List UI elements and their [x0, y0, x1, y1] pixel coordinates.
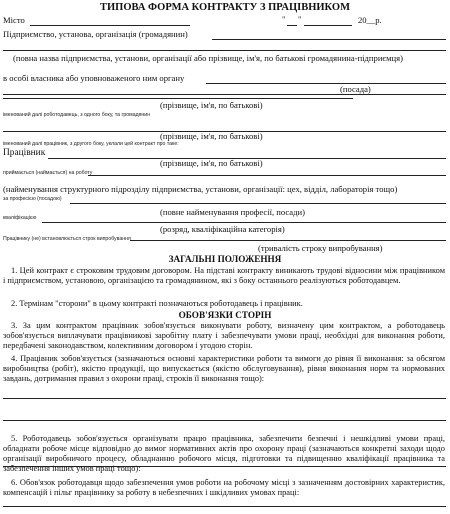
- employee-caption: (прізвище, ім'я, по батькові): [160, 158, 263, 168]
- date-quote-open: ": [282, 14, 286, 24]
- place-field[interactable]: [30, 25, 190, 26]
- profession-field[interactable]: [70, 203, 446, 204]
- clause-5-answer-line[interactable]: [3, 466, 446, 467]
- enterprise-label: Підприємство, установа, організація (громадянин): [3, 29, 188, 39]
- employer-note: іменований далі роботодавець, з одного боку, та громадянин: [3, 112, 151, 118]
- qualification-note: кваліфікацією: [3, 215, 37, 221]
- unit-caption: (найменування структурного підрозділу підприємства, установи, організації: цех, відділ, лабораторія тощо): [3, 184, 398, 194]
- profession-note: за професією (посадою): [3, 196, 62, 202]
- enterprise-caption: (повна назва підприємства, установи, організації або прізвище, ім'я, по батькові громадянина-підприємця): [13, 53, 403, 63]
- position-field[interactable]: [3, 94, 446, 95]
- section-general-title: ЗАГАЛЬНІ ПОЛОЖЕННЯ: [168, 254, 282, 264]
- enterprise-field[interactable]: [212, 39, 446, 40]
- probation-field[interactable]: [130, 240, 446, 241]
- qualification-field[interactable]: [42, 222, 446, 223]
- owner-label: в особі власника або уповноваженого ним органу: [3, 73, 185, 83]
- date-month-field[interactable]: [304, 25, 352, 26]
- employer-name-field[interactable]: [3, 98, 353, 99]
- clause-6: 6. Обов'язок роботодавця щодо забезпечення умов роботи на робочому місці з зазначенням достовірних характеристик, компенсацій і пільг працівнику за роботу в небезпечних і шкідливих умовах праці:: [3, 478, 445, 498]
- clause-6-answer-line[interactable]: [3, 506, 446, 507]
- clause-5: 5. Роботодавець зобов'язується організувати працю працівника, забезпечити безпечні і нешкідливі умови праці, обладнати робоче місце відповідно до вимог нормативних актів про охорону праці (зазначаються конкретні заходи щодо організації виробничого процесу, обладнанню робочого місця, підготовки та підвищенню кваліфікації працівника та забезпечення інших умов праці тощо):: [3, 434, 445, 474]
- date-year: 20__р.: [358, 15, 382, 25]
- hired-note: приймається (наймається) на роботу: [3, 170, 93, 176]
- place-label: Місто: [3, 15, 25, 25]
- position-caption: (посада): [340, 84, 371, 94]
- clause-4-answer-line-2[interactable]: [3, 420, 446, 421]
- clause-4: 4. Працівник зобов'язується (зазначаються основні характеристики роботи та вимоги до рівня її виконання: за обсягом виробництва (робіт), якістю продукції, що випускається (якістю обслуговування), рівня виконання норм та нормованих завдань, дотримання правил з охорони праці, строків її виконання тощо):: [3, 354, 445, 384]
- owner-field[interactable]: [206, 83, 446, 84]
- hired-field[interactable]: [88, 175, 446, 176]
- profession-caption: (повне найменування професії, посади): [160, 207, 305, 217]
- date-day-field[interactable]: [287, 25, 297, 26]
- employee-name-caption: (прізвище, ім'я, по батькові): [160, 131, 263, 141]
- probation-caption: (тривалість строку випробування): [258, 243, 383, 253]
- qualification-caption: (розряд, кваліфікаційна категорія): [160, 224, 285, 234]
- employer-name-caption: (прізвище, ім'я, по батькові): [160, 100, 263, 110]
- section-duties-title: ОБОВ'ЯЗКИ СТОРІН: [178, 310, 272, 320]
- employee-note: іменований далі працівник, з другого боку, уклали цей контракт про таке:: [3, 141, 179, 147]
- date-quote-close: ": [298, 14, 302, 24]
- employee-label: Працівник: [3, 148, 46, 158]
- clause-3: 3. За цим контрактом працівник зобов'язується виконувати роботу, визначену цим контрактом, а роботодавець зобов'язується виплачувати працівникові заробітну плату і забезпечувати умови праці, необхідні для виконання роботи, передбачені законодавством, колективним договором і угодою сторін.: [3, 321, 445, 351]
- enterprise-field-2[interactable]: [3, 50, 446, 51]
- probation-note: Працівнику (не) встановлюється строк випробування: [3, 236, 131, 242]
- clause-2: 2. Термінам "сторони" в цьому контракті позначаються роботодавець і працівник.: [11, 299, 303, 308]
- document-title: ТИПОВА ФОРМА КОНТРАКТУ З ПРАЦІВНИКОМ: [99, 2, 350, 13]
- clause-4-answer-line-1[interactable]: [3, 398, 446, 399]
- clause-1: 1. Цей контракт є строковим трудовим договором. На підставі контракту виникають трудові відносини між працівником і підприємством, установою, організацією та громадянином, які з боку останнього реалізуються роботодавцем.: [3, 266, 445, 286]
